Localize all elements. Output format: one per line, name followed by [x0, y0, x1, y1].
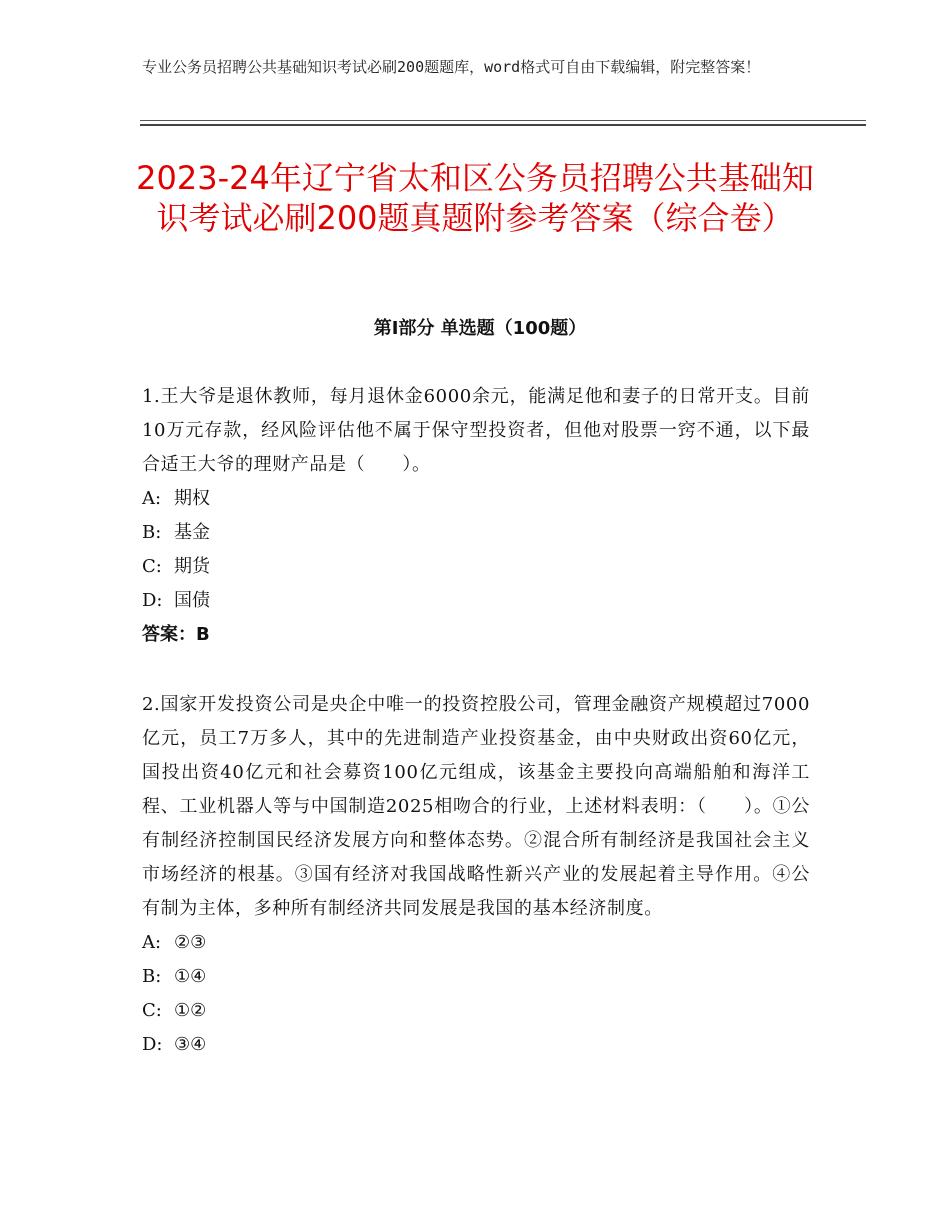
option-text: 期权 — [174, 488, 210, 509]
option-d — [142, 1028, 810, 1062]
option-tag: D: — [142, 590, 163, 611]
option-c — [142, 550, 810, 584]
header-rule-thin — [140, 120, 866, 121]
option-text: ②③ — [174, 932, 207, 953]
option-tag: B: — [142, 966, 162, 987]
option-a — [142, 926, 810, 960]
answer-label: 答案：B — [142, 624, 210, 645]
option-tag: C: — [142, 556, 162, 577]
option-b — [142, 960, 810, 994]
option-d — [142, 584, 810, 618]
option-c — [142, 994, 810, 1028]
option-b — [142, 516, 810, 550]
header-note: 专业公务员招聘公共基础知识考试必刷200题题库，word格式可自由下载编辑，附完整答案！ — [142, 58, 761, 76]
option-tag: A: — [142, 932, 162, 953]
question-list — [142, 380, 810, 1062]
option-text: 国债 — [174, 590, 210, 611]
question-1 — [142, 380, 810, 652]
question-2 — [142, 688, 810, 1062]
question-text: 2.国家开发投资公司是央企中唯一的投资控股公司，管理金融资产规模超过7000亿元，员工7万多人，其中的先进制造产业投资基金，由中央财政出资60亿元，国投出资40亿元和社会募资100亿元组成，该基金主要投向高端船舶和海洋工程、工业机器人等与中国制造2025相吻合的行业，上述材料表明：（ ）。①公有制经济控制国民经济发展方向和整体态势。②混合所有制经济是我国社会主义市场经济的根基。③国有经济对我国战略性新兴产业的发展起着主导作用。④公有制为主体，多种所有制经济共同发展是我国的基本经济制度。 — [142, 694, 810, 919]
option-a — [142, 482, 810, 516]
option-text: 基金 — [174, 522, 210, 543]
section-heading: 第Ⅰ部分 单选题（100题） — [373, 318, 587, 339]
header-rule-thick — [140, 124, 866, 126]
option-tag: A: — [142, 488, 162, 509]
option-tag: C: — [142, 1000, 162, 1021]
option-tag: D: — [142, 1034, 163, 1055]
document-title: 2023-24年辽宁省太和区公务员招聘公共基础知识考试必刷200题真题附参考答案（综合卷） — [136, 159, 814, 237]
option-text: ①② — [174, 1000, 207, 1021]
option-text: ③④ — [174, 1034, 207, 1055]
option-tag: B: — [142, 522, 162, 543]
option-text: 期货 — [174, 556, 210, 577]
question-text: 1.王大爷是退休教师，每月退休金6000余元，能满足他和妻子的日常开支。目前10万元存款，经风险评估他不属于保守型投资者，但他对股票一窍不通，以下最合适王大爷的理财产品是（ ）。 — [142, 386, 810, 475]
option-text: ①④ — [174, 966, 207, 987]
